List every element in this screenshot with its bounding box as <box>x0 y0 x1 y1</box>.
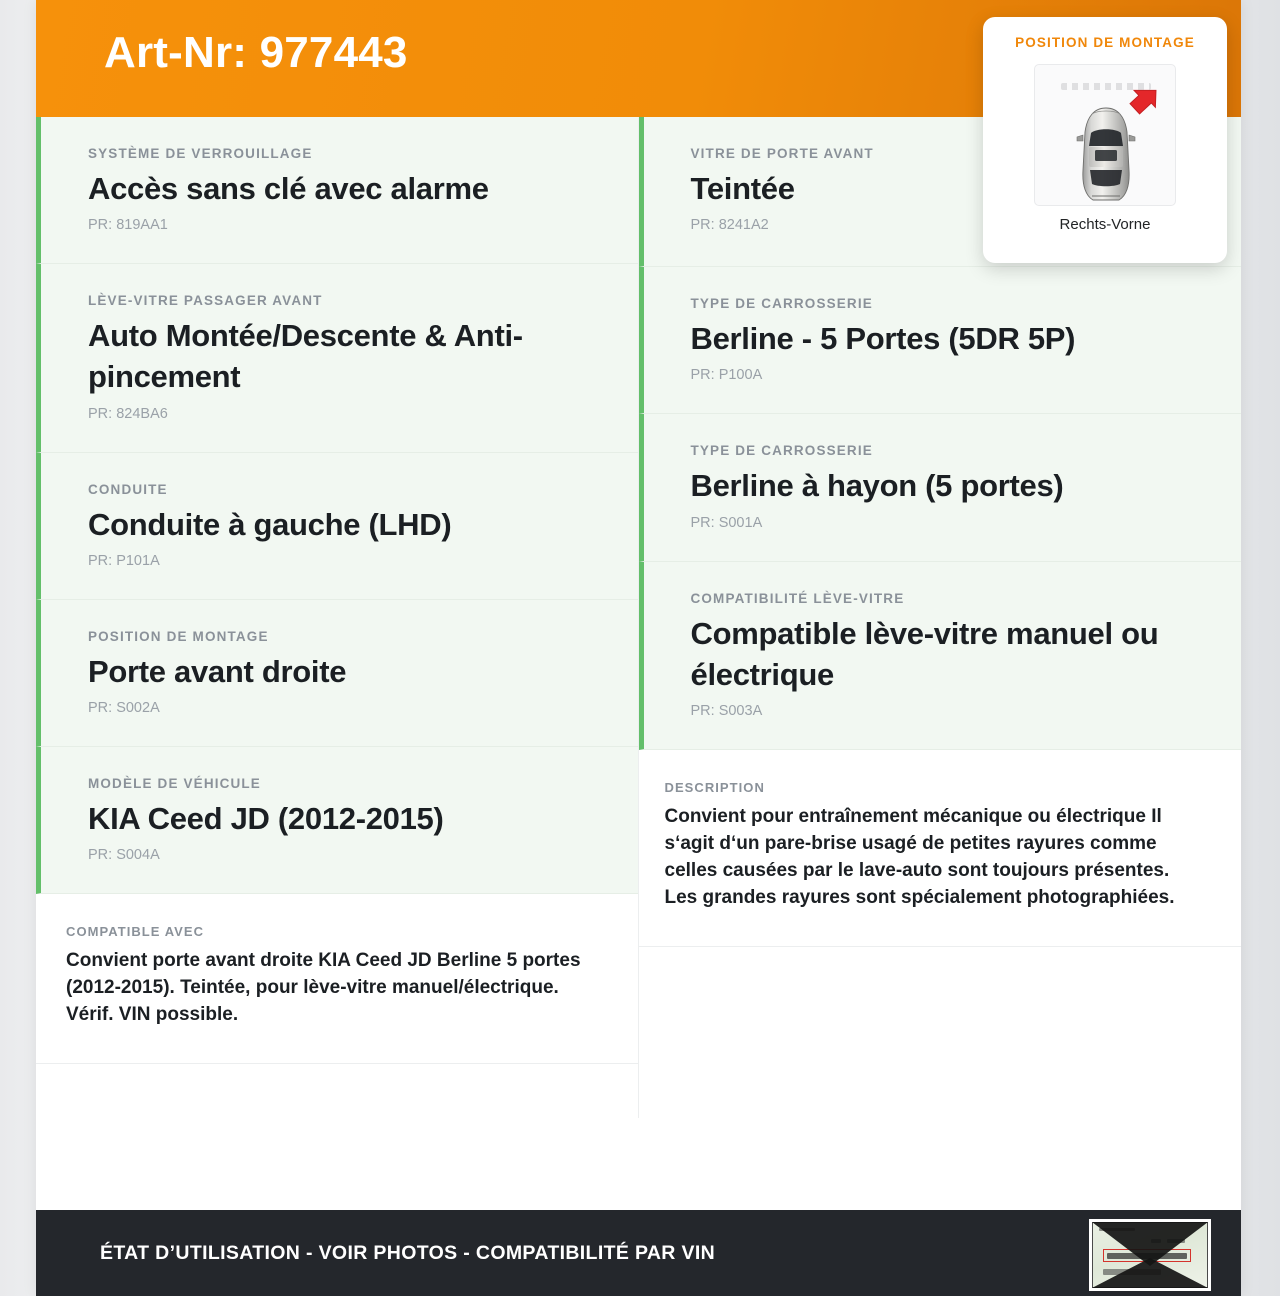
spec-value: Conduite à gauche (LHD) <box>88 506 452 542</box>
spec-card-window-regulator-compatibility <box>639 562 1242 750</box>
spec-value: Teintée <box>690 171 795 206</box>
car-top-view-front-right-arrow-icon <box>1034 64 1176 206</box>
spec-label: TYPE DE CARROSSERIE <box>690 296 873 312</box>
footer-notice-text: ÉTAT D’UTILISATION - VOIR PHOTOS - COMPATIBILITÉ PAR VIN <box>100 1241 716 1264</box>
spec-label: TYPE DE CARROSSERIE <box>690 443 873 459</box>
spec-pr-code: PR: P101A <box>88 552 160 569</box>
spec-value: Berline à hayon (5 portes) <box>690 468 1064 504</box>
left-column-filler <box>36 1064 638 1118</box>
page-footer <box>36 1210 1241 1296</box>
left-column <box>36 117 639 1118</box>
spec-label: MODÈLE DE VÉHICULE <box>88 776 261 792</box>
spec-pr-code: PR: 8241A2 <box>690 217 769 234</box>
description-label: DESCRIPTION <box>664 780 765 796</box>
spec-card-steering-side <box>36 453 638 600</box>
spec-value: Compatible lève-vitre manuel ou électrique <box>690 615 1159 692</box>
page-title: Art-Nr: 977443 <box>104 28 408 77</box>
spec-label: LÈVE-VITRE PASSAGER AVANT <box>88 293 323 309</box>
description-block <box>639 750 1242 947</box>
right-column <box>639 117 1242 1118</box>
spec-label: COMPATIBILITÉ LÈVE-VITRE <box>690 590 905 606</box>
spec-card-front-passenger-window <box>36 264 638 452</box>
compatible-with-block <box>36 894 638 1064</box>
spec-pr-code: PR: 824BA6 <box>88 405 168 422</box>
vin-document-envelope-image <box>1089 1219 1211 1291</box>
envelope-overlay <box>1092 1222 1208 1288</box>
spec-grid <box>36 117 1241 1118</box>
compatible-with-label: COMPATIBLE AVEC <box>66 924 205 940</box>
spec-label: VITRE DE PORTE AVANT <box>690 146 874 161</box>
mount-position-caption: Rechts-Vorne <box>1059 216 1151 233</box>
spec-pr-code: PR: S002A <box>88 700 160 717</box>
spec-value: Accès sans clé avec alarme <box>88 171 489 206</box>
spec-card-locking-system <box>36 117 638 264</box>
spec-pr-code: PR: S003A <box>690 703 763 720</box>
spec-pr-code: PR: S001A <box>690 514 763 531</box>
spec-card-mount-position <box>36 600 638 747</box>
mount-position-card <box>983 17 1227 263</box>
spec-card-body-type-2 <box>639 414 1242 561</box>
spec-pr-code: PR: P100A <box>690 367 763 384</box>
spec-value: KIA Ceed JD (2012-2015) <box>88 801 444 837</box>
spec-pr-code: PR: S004A <box>88 847 160 864</box>
spec-card-vehicle-model <box>36 747 638 894</box>
spec-label: SYSTÈME DE VERROUILLAGE <box>88 146 313 161</box>
description-text: Convient pour entraînement mécanique ou électrique Il s‘agit d‘un pare-brise usagé de petites rayures comme celles causées par le lave-auto sont toujours présentes. Les grandes rayures sont spécialement photographiées. <box>664 806 1175 908</box>
compatible-with-text: Convient porte avant droite KIA Ceed JD Berline 5 portes (2012-2015). Teintée, pour lève-vitre manuel/électrique. Vérif. VIN possible. <box>66 950 581 1026</box>
spec-pr-code: PR: 819AA1 <box>88 217 168 234</box>
product-detail-page <box>36 0 1241 1296</box>
spec-card-body-type-1 <box>639 267 1242 414</box>
right-column-filler <box>639 947 1242 1117</box>
spec-value: Berline - 5 Portes (5DR 5P) <box>690 321 1076 357</box>
mount-position-title: POSITION DE MONTAGE <box>1015 35 1195 50</box>
spec-value: Porte avant droite <box>88 653 347 689</box>
watermark-text <box>1061 83 1151 90</box>
spec-value: Auto Montée/Descente & Anti-pincement <box>88 318 523 395</box>
spec-label: CONDUITE <box>88 481 168 497</box>
spec-label: POSITION DE MONTAGE <box>88 628 269 644</box>
